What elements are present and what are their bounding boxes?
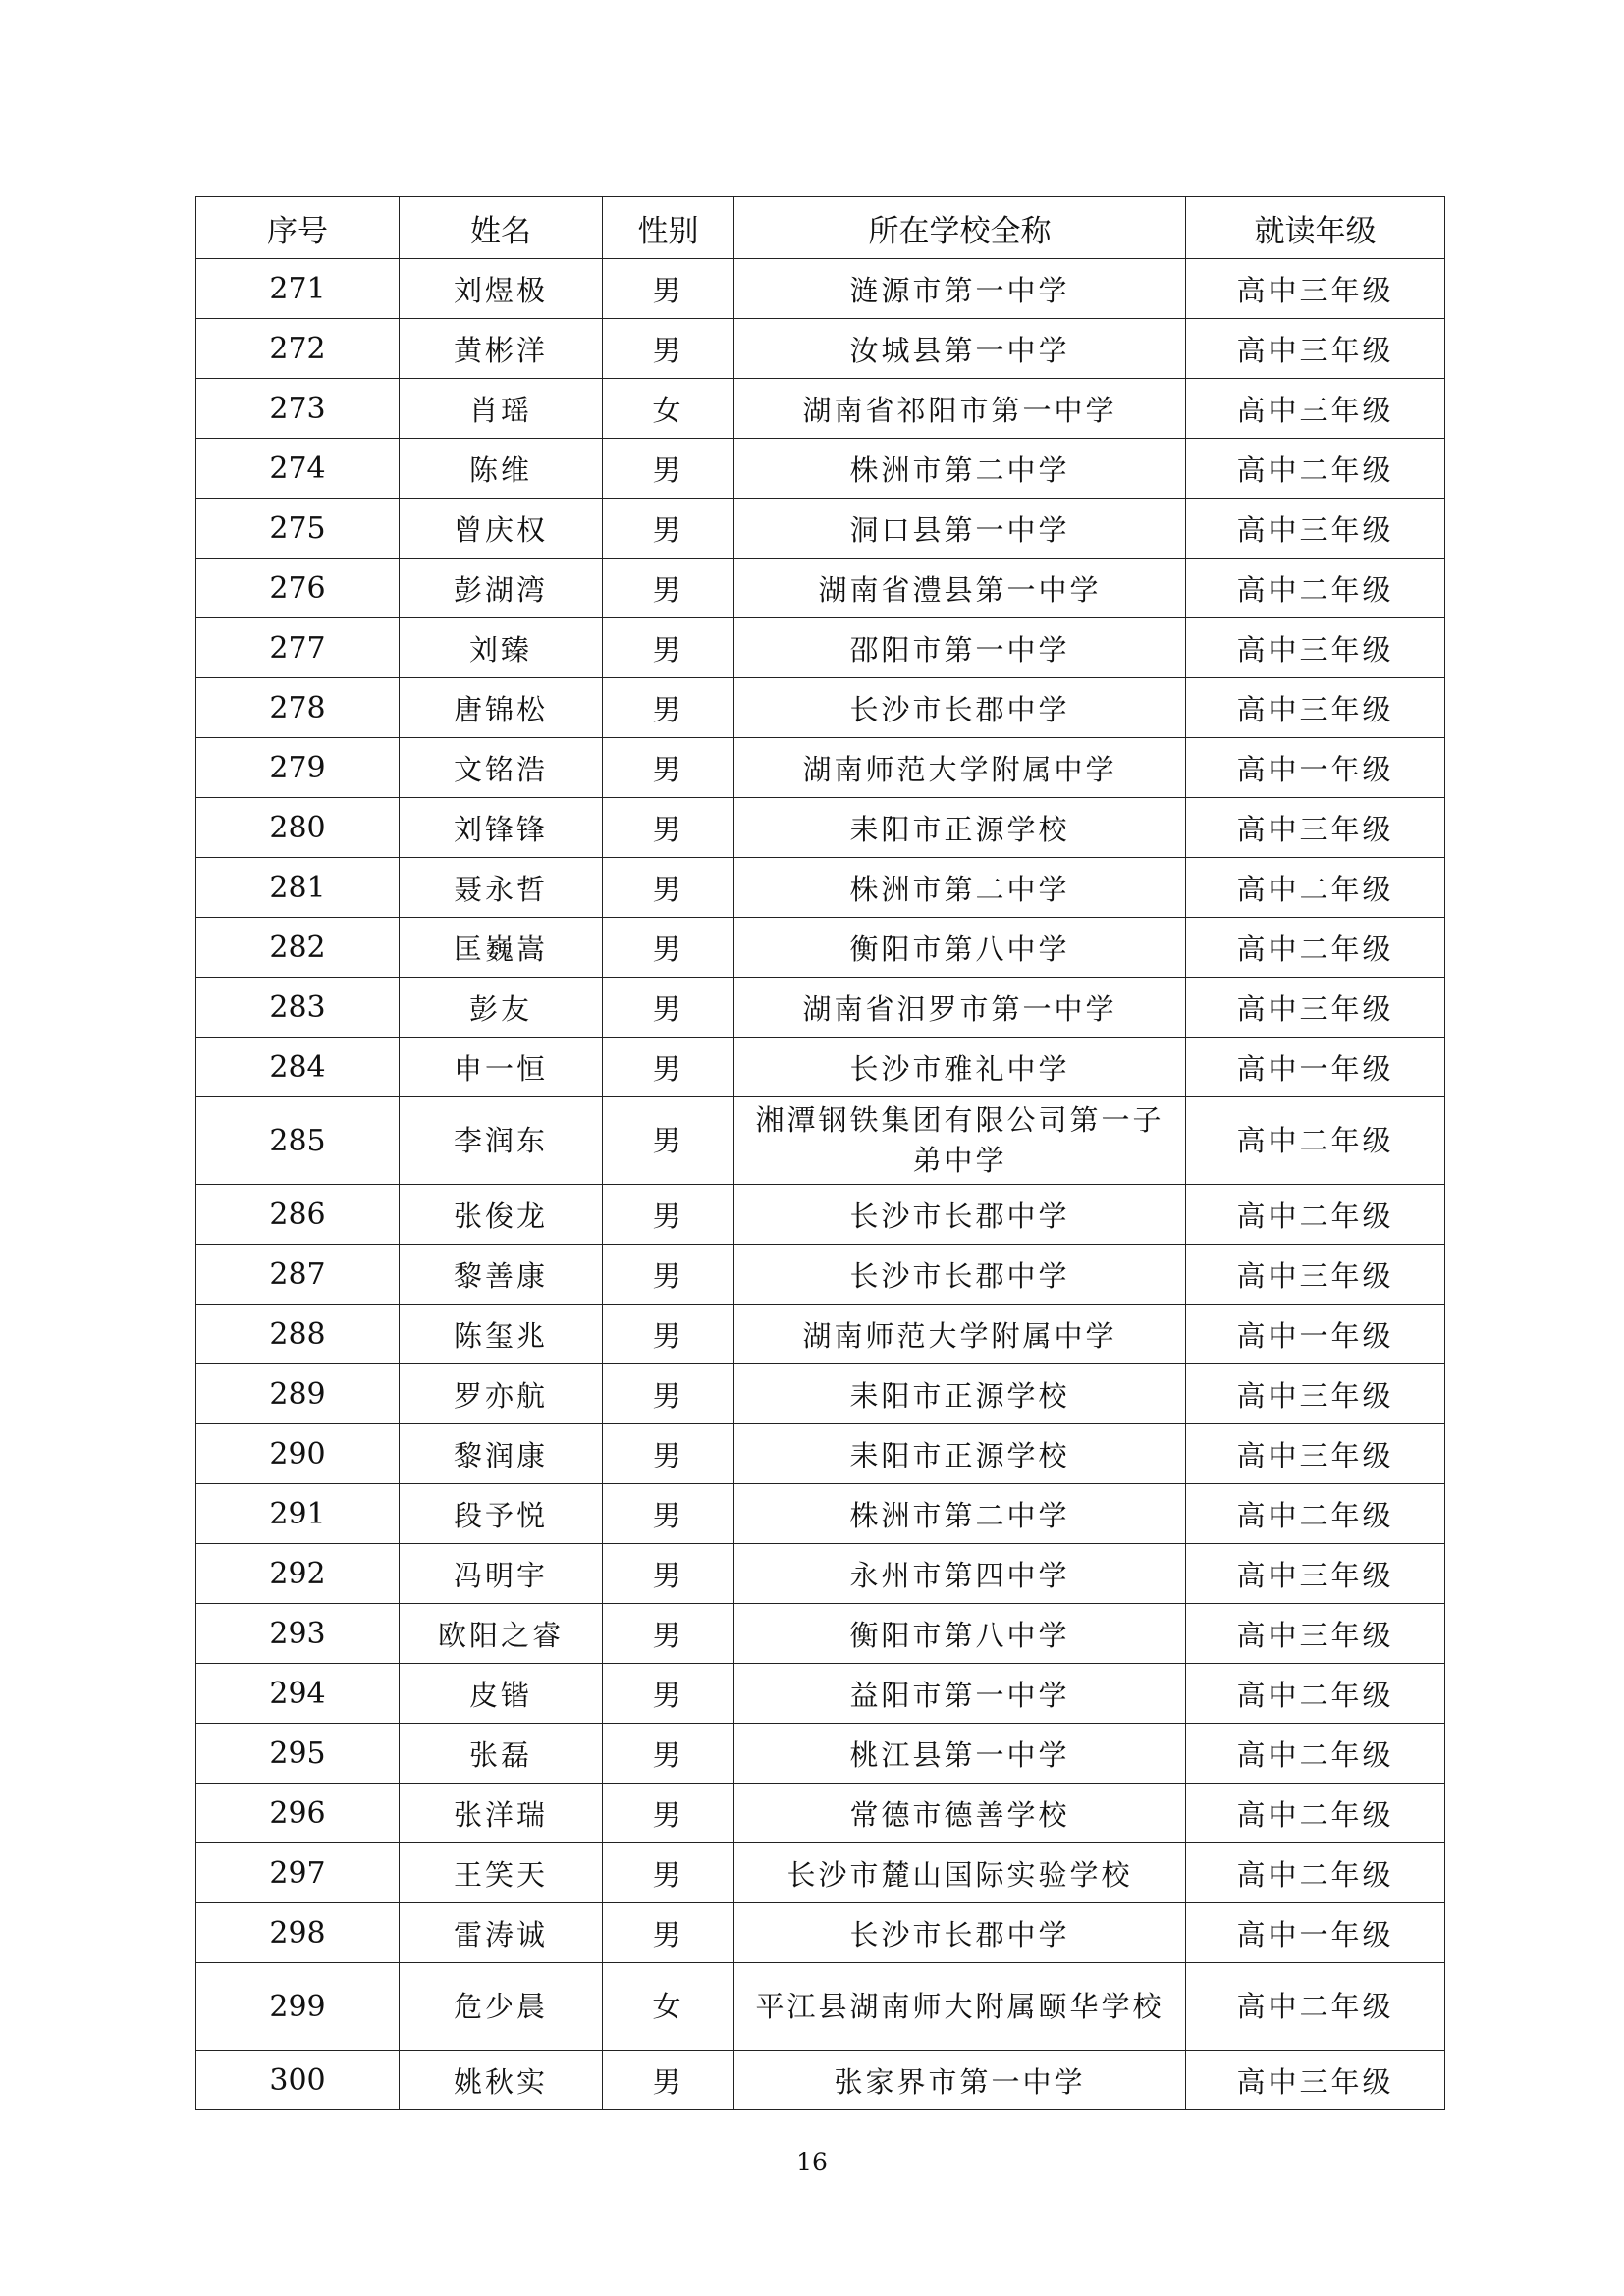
cell-grade: 高中三年级 (1186, 1544, 1445, 1604)
cell-gender: 男 (603, 2051, 734, 2110)
cell-school: 汝城县第一中学 (734, 319, 1186, 379)
cell-grade: 高中三年级 (1186, 379, 1445, 439)
cell-name: 肖瑶 (400, 379, 603, 439)
cell-school: 株洲市第二中学 (734, 1484, 1186, 1544)
cell-school: 常德市德善学校 (734, 1784, 1186, 1843)
cell-seq: 274 (196, 439, 400, 499)
cell-grade: 高中二年级 (1186, 1097, 1445, 1185)
cell-name: 黎润康 (400, 1424, 603, 1484)
cell-school: 湖南省祁阳市第一中学 (734, 379, 1186, 439)
table-row (196, 439, 1445, 499)
cell-gender: 男 (603, 918, 734, 978)
cell-grade: 高中一年级 (1186, 1038, 1445, 1097)
cell-gender: 男 (603, 1038, 734, 1097)
cell-school: 耒阳市正源学校 (734, 1424, 1186, 1484)
table-row (196, 1724, 1445, 1784)
cell-school: 耒阳市正源学校 (734, 1364, 1186, 1424)
cell-school: 湖南师范大学附属中学 (734, 1305, 1186, 1364)
cell-gender: 男 (603, 1604, 734, 1664)
table-body (196, 259, 1445, 2110)
cell-gender: 男 (603, 1724, 734, 1784)
cell-school: 邵阳市第一中学 (734, 618, 1186, 678)
header-school: 所在学校全称 (734, 197, 1186, 259)
cell-seq: 297 (196, 1843, 400, 1903)
cell-school: 长沙市长郡中学 (734, 678, 1186, 738)
cell-name: 欧阳之睿 (400, 1604, 603, 1664)
cell-name: 刘煜极 (400, 259, 603, 319)
cell-name: 危少晨 (400, 1963, 603, 2051)
cell-name: 刘臻 (400, 618, 603, 678)
cell-gender: 男 (603, 678, 734, 738)
cell-seq: 281 (196, 858, 400, 918)
cell-school: 湖南师范大学附属中学 (734, 738, 1186, 798)
cell-seq: 299 (196, 1963, 400, 2051)
cell-gender: 男 (603, 1305, 734, 1364)
cell-grade: 高中三年级 (1186, 1424, 1445, 1484)
cell-seq: 291 (196, 1484, 400, 1544)
cell-gender: 男 (603, 1484, 734, 1544)
cell-grade: 高中三年级 (1186, 1364, 1445, 1424)
cell-school: 平江县湖南师大附属颐华学校 (734, 1963, 1186, 2051)
cell-grade: 高中二年级 (1186, 858, 1445, 918)
cell-name: 张洋瑞 (400, 1784, 603, 1843)
cell-name: 陈维 (400, 439, 603, 499)
cell-grade: 高中二年级 (1186, 1185, 1445, 1245)
table-row (196, 1604, 1445, 1664)
cell-name: 李润东 (400, 1097, 603, 1185)
table-row (196, 1097, 1445, 1185)
cell-school: 洞口县第一中学 (734, 499, 1186, 559)
table-row (196, 1963, 1445, 2051)
cell-name: 姚秋实 (400, 2051, 603, 2110)
cell-seq: 272 (196, 319, 400, 379)
table-row (196, 1038, 1445, 1097)
cell-name: 彭湖湾 (400, 559, 603, 618)
header-grade: 就读年级 (1186, 197, 1445, 259)
header-seq: 序号 (196, 197, 400, 259)
cell-grade: 高中三年级 (1186, 259, 1445, 319)
cell-seq: 287 (196, 1245, 400, 1305)
cell-grade: 高中二年级 (1186, 1664, 1445, 1724)
cell-grade: 高中三年级 (1186, 978, 1445, 1038)
cell-seq: 285 (196, 1097, 400, 1185)
cell-name: 罗亦航 (400, 1364, 603, 1424)
cell-seq: 284 (196, 1038, 400, 1097)
cell-name: 段予悦 (400, 1484, 603, 1544)
cell-gender: 男 (603, 1784, 734, 1843)
cell-seq: 278 (196, 678, 400, 738)
cell-school: 耒阳市正源学校 (734, 798, 1186, 858)
table-row (196, 798, 1445, 858)
cell-school: 长沙市雅礼中学 (734, 1038, 1186, 1097)
cell-seq: 276 (196, 559, 400, 618)
cell-gender: 男 (603, 439, 734, 499)
cell-name: 黄彬洋 (400, 319, 603, 379)
cell-name: 申一恒 (400, 1038, 603, 1097)
cell-school: 益阳市第一中学 (734, 1664, 1186, 1724)
cell-school: 张家界市第一中学 (734, 2051, 1186, 2110)
table-row (196, 1424, 1445, 1484)
table-row (196, 1364, 1445, 1424)
cell-name: 陈玺兆 (400, 1305, 603, 1364)
cell-seq: 290 (196, 1424, 400, 1484)
cell-school: 永州市第四中学 (734, 1544, 1186, 1604)
table-row (196, 1544, 1445, 1604)
table-row (196, 978, 1445, 1038)
cell-seq: 289 (196, 1364, 400, 1424)
cell-school: 湖南省澧县第一中学 (734, 559, 1186, 618)
header-name: 姓名 (400, 197, 603, 259)
cell-name: 冯明宇 (400, 1544, 603, 1604)
cell-name: 匡巍嵩 (400, 918, 603, 978)
cell-school: 涟源市第一中学 (734, 259, 1186, 319)
cell-seq: 293 (196, 1604, 400, 1664)
table-row (196, 858, 1445, 918)
cell-seq: 300 (196, 2051, 400, 2110)
cell-gender: 男 (603, 319, 734, 379)
cell-school: 长沙市长郡中学 (734, 1903, 1186, 1963)
table-row (196, 1784, 1445, 1843)
table-row (196, 1664, 1445, 1724)
table-row (196, 559, 1445, 618)
cell-seq: 294 (196, 1664, 400, 1724)
cell-gender: 男 (603, 1185, 734, 1245)
page-number: 16 (796, 2148, 828, 2176)
cell-name: 雷涛诚 (400, 1903, 603, 1963)
cell-name: 张磊 (400, 1724, 603, 1784)
cell-seq: 275 (196, 499, 400, 559)
cell-gender: 男 (603, 259, 734, 319)
cell-name: 曾庆权 (400, 499, 603, 559)
cell-gender: 男 (603, 1424, 734, 1484)
cell-gender: 男 (603, 559, 734, 618)
cell-grade: 高中二年级 (1186, 1784, 1445, 1843)
cell-gender: 女 (603, 379, 734, 439)
cell-name: 黎善康 (400, 1245, 603, 1305)
cell-gender: 男 (603, 618, 734, 678)
cell-seq: 296 (196, 1784, 400, 1843)
cell-gender: 男 (603, 858, 734, 918)
cell-school: 长沙市麓山国际实验学校 (734, 1843, 1186, 1903)
table-header-row (196, 197, 1445, 259)
student-roster-table (195, 196, 1445, 2110)
cell-seq: 279 (196, 738, 400, 798)
cell-name: 刘锋锋 (400, 798, 603, 858)
cell-seq: 292 (196, 1544, 400, 1604)
cell-school: 衡阳市第八中学 (734, 918, 1186, 978)
cell-name: 彭友 (400, 978, 603, 1038)
cell-gender: 男 (603, 1903, 734, 1963)
cell-name: 皮锴 (400, 1664, 603, 1724)
cell-name: 张俊龙 (400, 1185, 603, 1245)
cell-grade: 高中三年级 (1186, 2051, 1445, 2110)
cell-seq: 295 (196, 1724, 400, 1784)
table-row (196, 738, 1445, 798)
cell-name: 聂永哲 (400, 858, 603, 918)
cell-gender: 女 (603, 1963, 734, 2051)
cell-grade: 高中二年级 (1186, 1963, 1445, 2051)
cell-gender: 男 (603, 1664, 734, 1724)
table-row (196, 1245, 1445, 1305)
cell-grade: 高中三年级 (1186, 618, 1445, 678)
cell-gender: 男 (603, 738, 734, 798)
cell-school: 长沙市长郡中学 (734, 1245, 1186, 1305)
cell-seq: 280 (196, 798, 400, 858)
cell-grade: 高中三年级 (1186, 1604, 1445, 1664)
cell-gender: 男 (603, 1544, 734, 1604)
table-row (196, 259, 1445, 319)
cell-grade: 高中三年级 (1186, 1245, 1445, 1305)
table-row (196, 499, 1445, 559)
cell-seq: 277 (196, 618, 400, 678)
cell-grade: 高中一年级 (1186, 738, 1445, 798)
cell-grade: 高中二年级 (1186, 1484, 1445, 1544)
cell-grade: 高中二年级 (1186, 559, 1445, 618)
cell-gender: 男 (603, 1097, 734, 1185)
cell-grade: 高中一年级 (1186, 1305, 1445, 1364)
cell-school: 湘潭钢铁集团有限公司第一子弟中学 (734, 1097, 1186, 1185)
table-row (196, 2051, 1445, 2110)
table-row (196, 1305, 1445, 1364)
table-row (196, 1843, 1445, 1903)
cell-grade: 高中三年级 (1186, 798, 1445, 858)
cell-seq: 286 (196, 1185, 400, 1245)
table-row (196, 1903, 1445, 1963)
table-row (196, 1484, 1445, 1544)
cell-gender: 男 (603, 1245, 734, 1305)
cell-seq: 283 (196, 978, 400, 1038)
cell-grade: 高中一年级 (1186, 1903, 1445, 1963)
header-gender: 性别 (603, 197, 734, 259)
cell-name: 王笑天 (400, 1843, 603, 1903)
cell-seq: 282 (196, 918, 400, 978)
cell-gender: 男 (603, 978, 734, 1038)
cell-grade: 高中二年级 (1186, 918, 1445, 978)
cell-name: 唐锦松 (400, 678, 603, 738)
cell-seq: 271 (196, 259, 400, 319)
cell-grade: 高中二年级 (1186, 1843, 1445, 1903)
cell-grade: 高中二年级 (1186, 1724, 1445, 1784)
table-row (196, 918, 1445, 978)
table-row (196, 1185, 1445, 1245)
cell-seq: 273 (196, 379, 400, 439)
cell-school: 湖南省汨罗市第一中学 (734, 978, 1186, 1038)
cell-grade: 高中三年级 (1186, 499, 1445, 559)
cell-grade: 高中三年级 (1186, 319, 1445, 379)
cell-school: 桃江县第一中学 (734, 1724, 1186, 1784)
cell-school: 株洲市第二中学 (734, 439, 1186, 499)
cell-gender: 男 (603, 1843, 734, 1903)
cell-gender: 男 (603, 798, 734, 858)
table-row (196, 319, 1445, 379)
cell-school: 株洲市第二中学 (734, 858, 1186, 918)
cell-gender: 男 (603, 499, 734, 559)
cell-school: 衡阳市第八中学 (734, 1604, 1186, 1664)
cell-seq: 298 (196, 1903, 400, 1963)
cell-grade: 高中三年级 (1186, 678, 1445, 738)
cell-school: 长沙市长郡中学 (734, 1185, 1186, 1245)
cell-seq: 288 (196, 1305, 400, 1364)
cell-name: 文铭浩 (400, 738, 603, 798)
cell-grade: 高中二年级 (1186, 439, 1445, 499)
cell-gender: 男 (603, 1364, 734, 1424)
table-row (196, 379, 1445, 439)
table-row (196, 678, 1445, 738)
table-row (196, 618, 1445, 678)
